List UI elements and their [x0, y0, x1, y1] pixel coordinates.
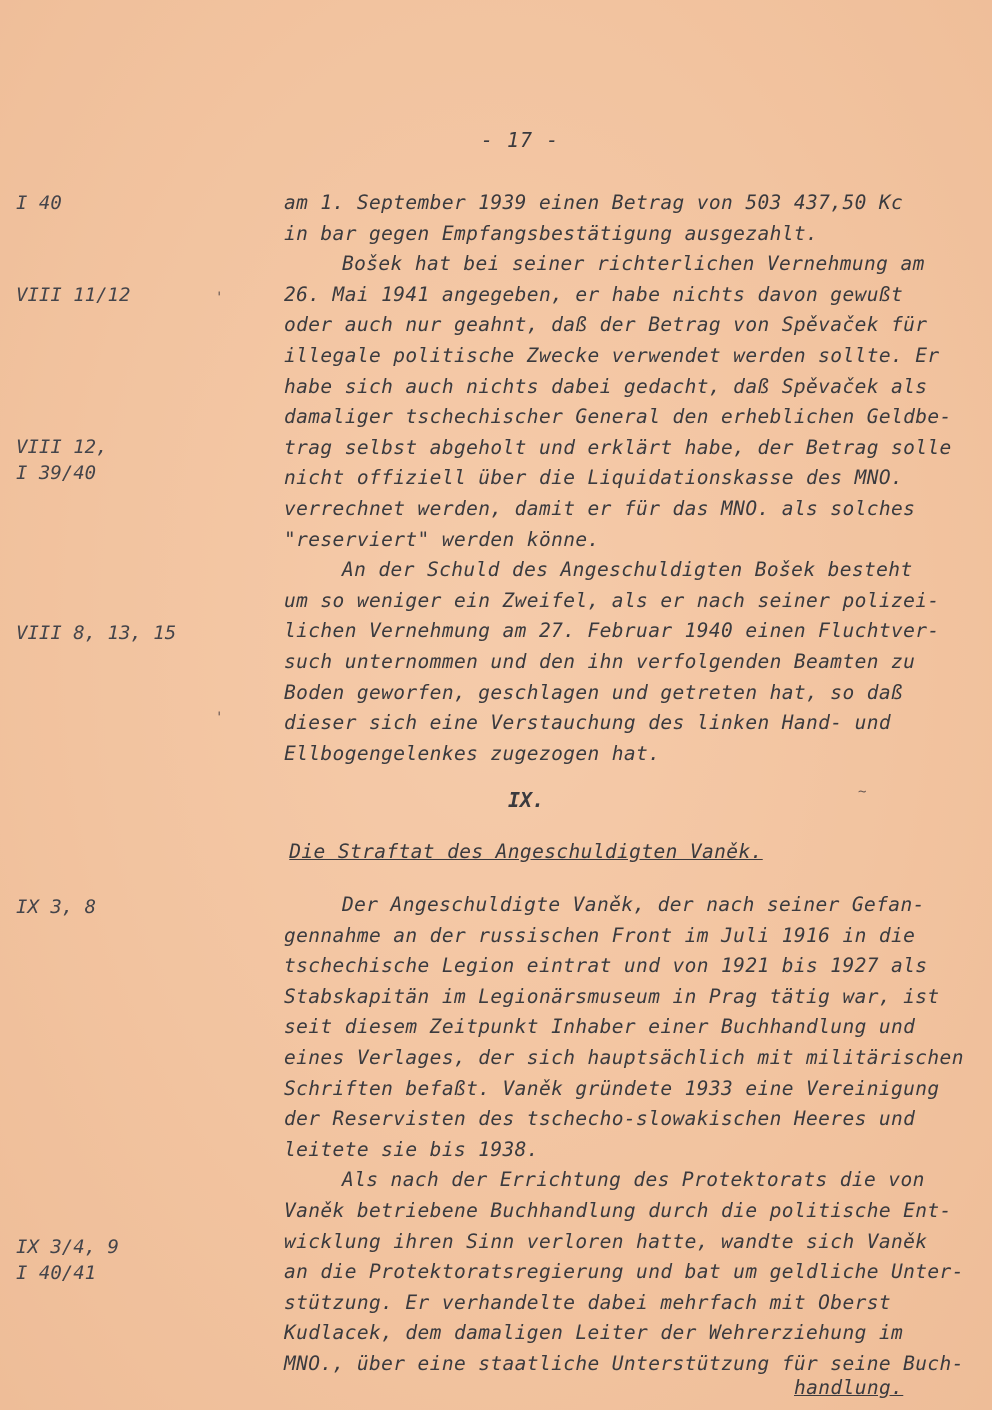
text-line: Schriften befaßt. Vaněk gründete 1933 eine Vereinigung: [284, 1076, 940, 1100]
text-line: um so weniger ein Zweifel, als er nach seiner polizei-: [284, 588, 940, 612]
text-line: leitete sie bis 1938.: [284, 1137, 539, 1161]
text-line: verrechnet werden, damit er für das MNO. als solches: [284, 496, 916, 520]
text-line: Kudlacek, dem damaligen Leiter der Wehrerziehung im: [284, 1321, 904, 1345]
text-line: tschechische Legion eintrat und von 1921 bis 1927 als: [284, 954, 928, 978]
section-1-text: [284, 188, 984, 769]
margin-note: IX 3, 8: [16, 896, 97, 918]
margin-note: IX 3/4, 9 I 40/41: [16, 1236, 119, 1284]
text-line: eines Verlages, der sich hauptsächlich mit militärischen: [284, 1045, 964, 1069]
pencil-mark: ~: [858, 784, 867, 800]
section-title: Die Straftat des Angeschuldigten Vaněk.: [289, 840, 763, 863]
text-line: "reserviert" werden könne.: [284, 527, 600, 551]
text-line: illegale politische Zwecke verwendet werden sollte. Er: [284, 343, 940, 367]
text-line: nicht offiziell über die Liquidationskasse des MNO.: [284, 466, 904, 490]
text-line: lichen Vernehmung am 27. Februar 1940 einen Fluchtver-: [284, 619, 940, 643]
text-line: Der Angeschuldigte Vaněk, der nach seiner Gefan-: [342, 893, 925, 916]
text-line: an die Protektoratsregierung und bat um geldliche Unter-: [284, 1260, 964, 1284]
margin-note: VIII 8, 13, 15: [16, 622, 177, 644]
text-line: wicklung ihren Sinn verloren hatte, wandte sich Vaněk: [284, 1229, 928, 1253]
text-line: An der Schuld des Angeschuldigten Bošek besteht: [342, 558, 913, 582]
text-line: in bar gegen Empfangsbestätigung ausgezahlt.: [284, 221, 819, 245]
text-line: MNO., über eine staatliche Unterstützung für seine Buch-: [284, 1351, 964, 1375]
text-line: damaliger tschechischer General den erheblichen Geldbe-: [284, 405, 952, 429]
text-line: der Reservisten des tschecho-slowakischen Heeres und: [284, 1107, 916, 1131]
section-number: IX.: [507, 788, 545, 812]
text-line: seit diesem Zeitpunkt Inhaber einer Buchhandlung und: [284, 1015, 916, 1039]
pencil-mark: ': [215, 290, 224, 306]
text-line: trag selbst abgeholt und erklärt habe, der Betrag solle: [284, 435, 952, 459]
text-line: gennahme an der russischen Front im Juli 1916 in die: [284, 923, 916, 947]
text-line: 26. Mai 1941 angegeben, er habe nichts davon gewußt: [284, 282, 904, 306]
text-line: Ellbogengelenkes zugezogen hat.: [284, 741, 661, 765]
margin-note: I 40: [16, 192, 62, 214]
text-line: dieser sich eine Verstauchung des linken Hand- und: [284, 711, 891, 735]
text-line: Bošek hat bei seiner richterlichen Vernehmung am: [342, 252, 925, 276]
margin-note: VIII 11/12: [16, 284, 131, 306]
text-line: Stabskapitän im Legionärsmuseum in Prag tätig war, ist: [284, 984, 940, 1008]
text-line: habe sich auch nichts dabei gedacht, daß Spěvaček als: [284, 374, 928, 398]
pencil-mark: ': [215, 710, 224, 726]
section-2-text: [284, 890, 984, 1380]
page-number: - 17 -: [480, 128, 560, 152]
margin-note: VIII 12, I 39/40: [16, 436, 108, 484]
text-line: oder auch nur geahnt, daß der Betrag von Spěvaček für: [284, 313, 928, 337]
text-line: stützung. Er verhandelte dabei mehrfach mit Oberst: [284, 1290, 891, 1314]
closing-word: handlung.: [794, 1376, 904, 1399]
text-line: such unternommen und den ihn verfolgenden Beamten zu: [284, 649, 916, 673]
text-line: Boden geworfen, geschlagen und getreten hat, so daß: [284, 680, 904, 704]
text-line: Als nach der Errichtung des Protektorats die von: [342, 1168, 925, 1192]
text-line: Vaněk betriebene Buchhandlung durch die politische Ent-: [284, 1198, 952, 1222]
text-line: am 1. September 1939 einen Betrag von 503 437,50 Kc: [284, 191, 904, 214]
